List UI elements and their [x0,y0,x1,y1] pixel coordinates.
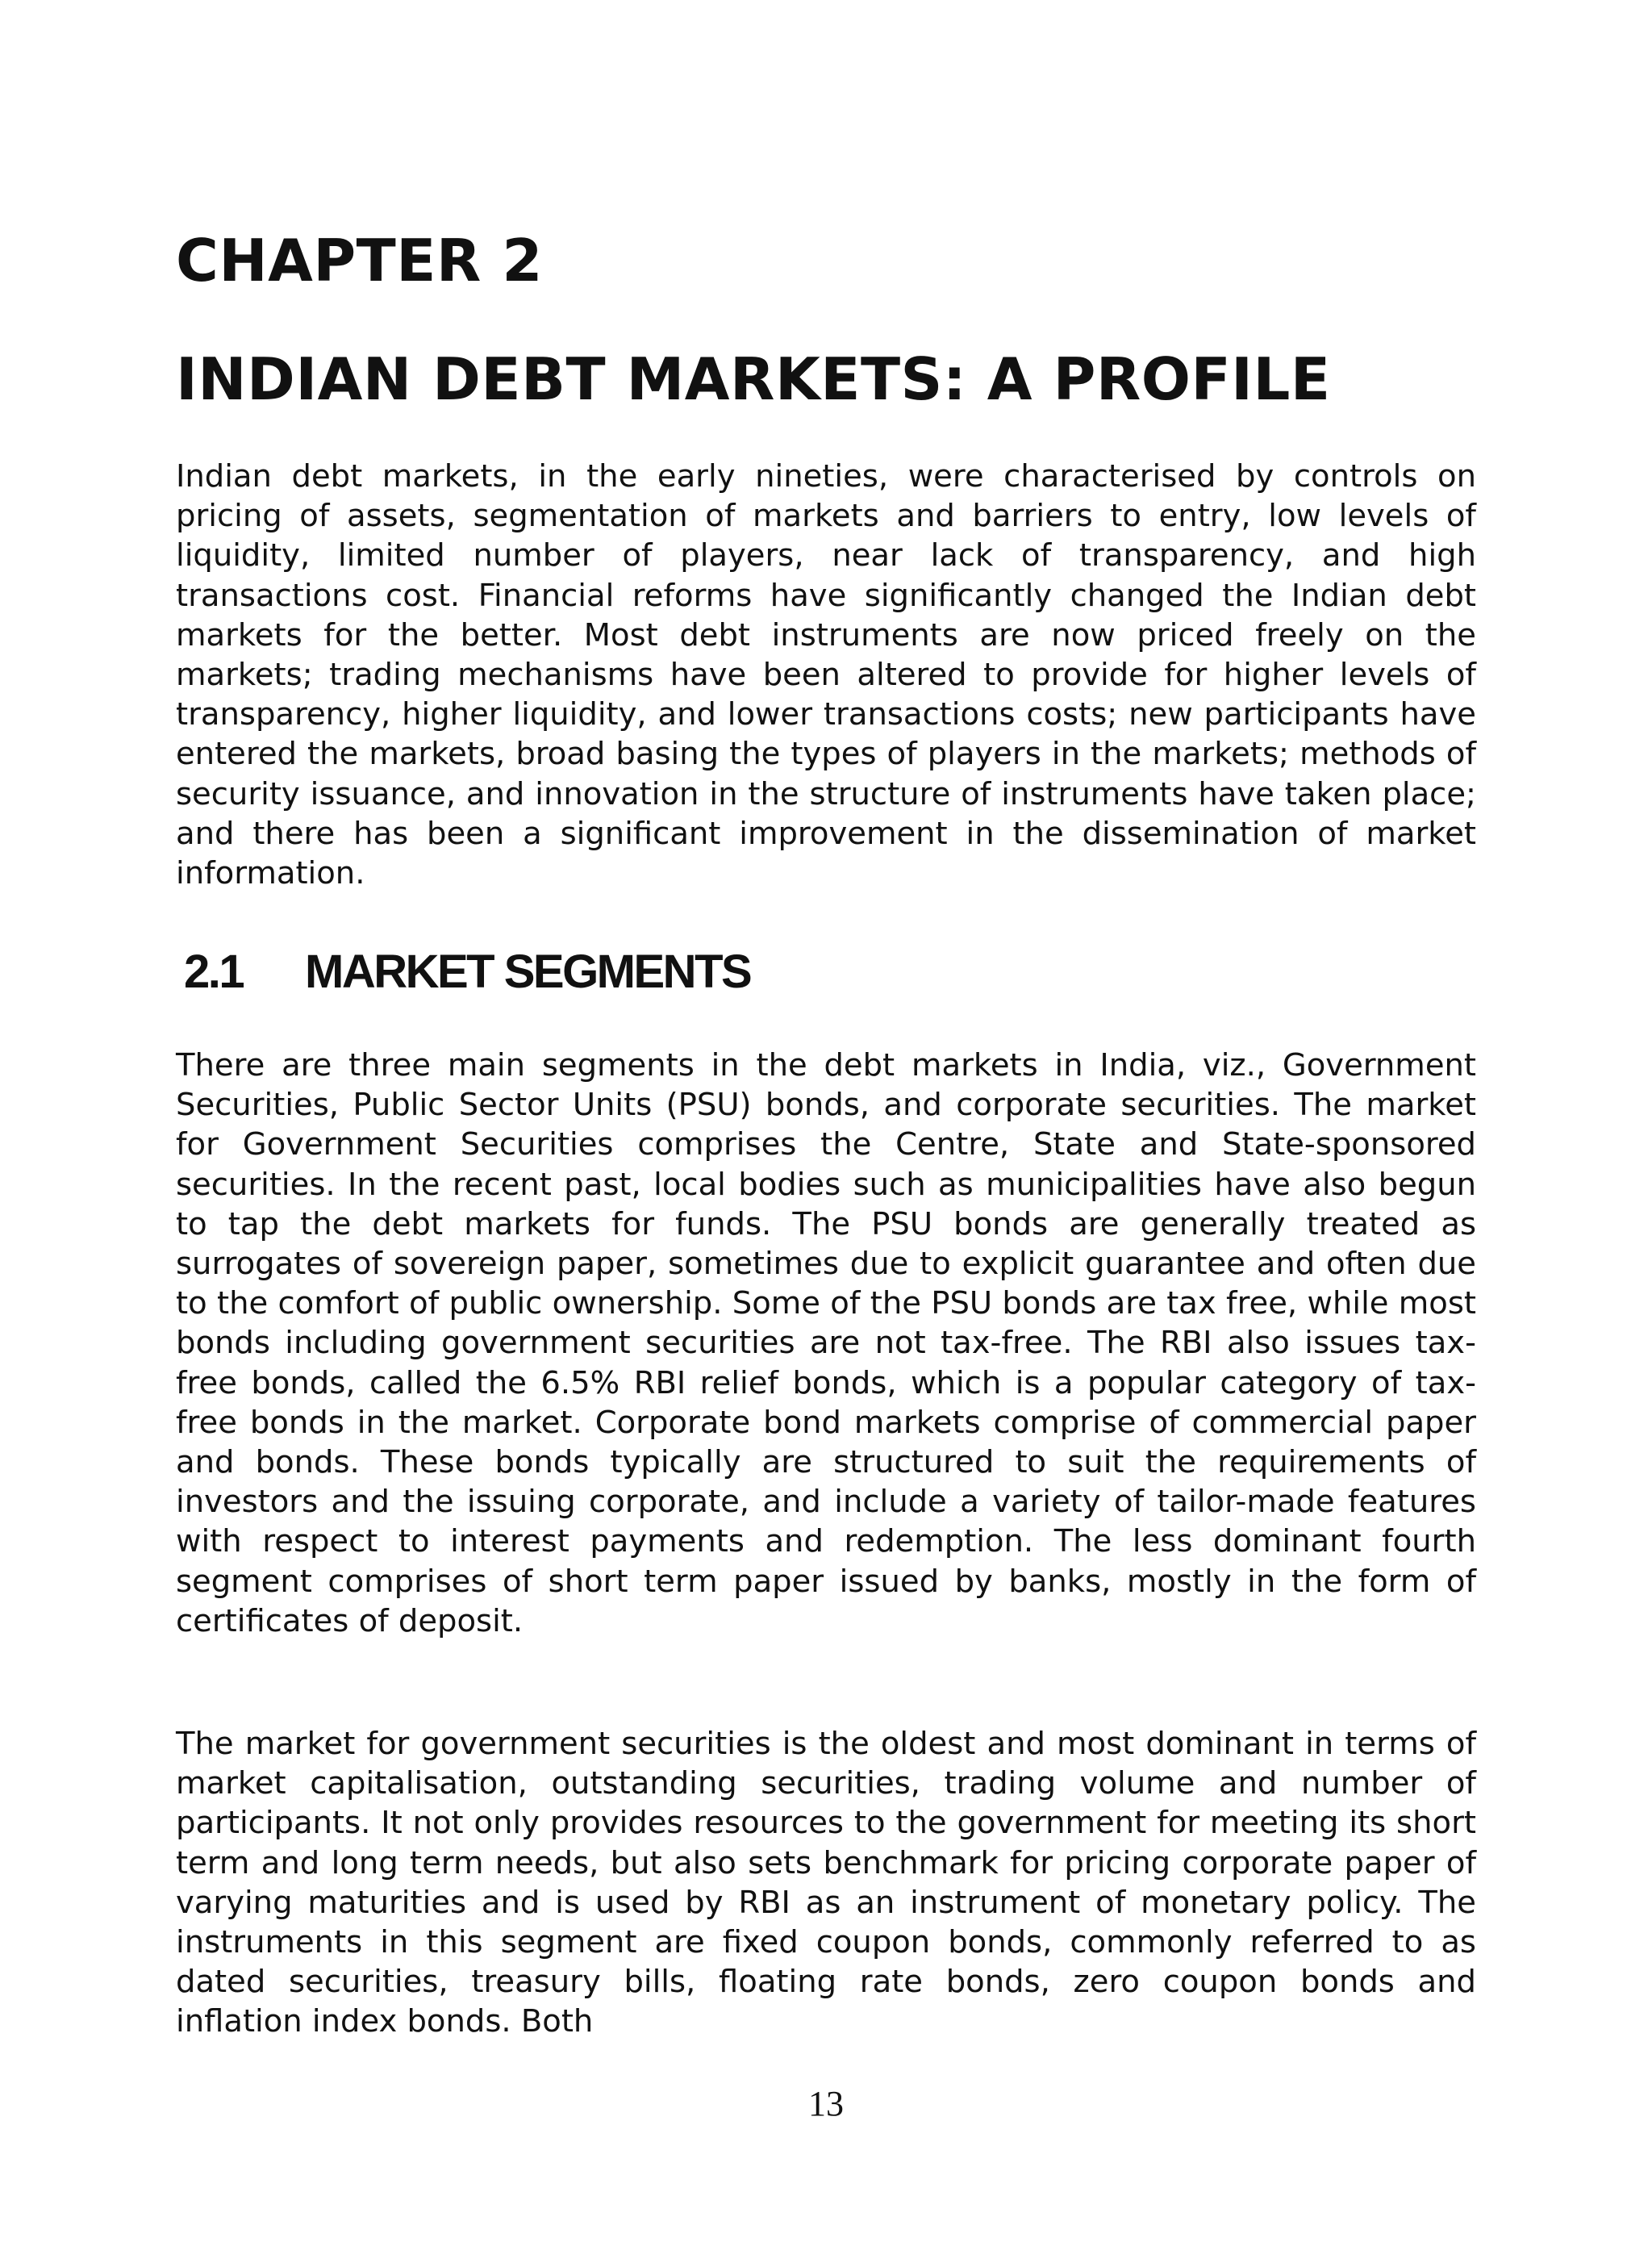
section-number: 2.1 [184,946,244,998]
page-number: 13 [808,2084,844,2123]
section-heading [184,942,750,1002]
section-paragraph-government-securities: The market for government securities is the oldest and most dominant in terms of market capitalisation, outstanding securities, trading volume and number of participants. It not only provides resources to the government for meeting its short term and long term needs, but also sets benchmark for pricing corporate paper of varying maturities and is used by RBI as an instrument of monetary policy. The instruments in this segment are fixed coupon bonds, commonly referred to as dated securities, treasury bills, floating rate bonds, zero coupon bonds and inflation index bonds. Both [176,1726,1476,2040]
chapter-label: CHAPTER 2 [176,227,543,294]
intro-paragraph: Indian debt markets, in the early nineties, were characterised by controls on pricing of assets, segmentation of markets and barriers to entry, low levels of liquidity, limited number of players, near lack of transparency, and high transactions cost. Financial reforms have significantly changed the Indian debt markets for the better. Most debt instruments are now priced freely on the markets; trading mechanisms have been altered to provide for higher levels of transparency, higher liquidity, and lower transactions costs; new participants have entered the markets, broad basing the types of players in the markets; methods of security issuance, and innovation in the structure of instruments have taken place; and there has been a significant improvement in the dissemination of market information. [176,458,1476,892]
section-title: MARKET SEGMENTS [305,946,751,998]
section-paragraph-segments: There are three main segments in the debt markets in India, viz., Government Securities, Public Sector Units (PSU) bonds, and corporate securities. The market for Government Securities comprises the Centre, State and State-sponsored securities. In the recent past, local bodies such as municipalities have also begun to tap the debt markets for funds. The PSU bonds are generally treated as surrogates of sovereign paper, sometimes due to explicit guarantee and often due to the comfort of public ownership. Some of the PSU bonds are tax free, while most bonds including government securities are not tax-free. The RBI also issues tax-free bonds, called the 6.5% RBI relief bonds, which is a popular category of tax-free bonds in the market. Corporate bond markets comprise of commercial paper and bonds. These bonds typically are structured to suit the requirements of investors and the issuing corporate, and include a variety of tailor-made features with respect to interest payments and redemption. The less dominant fourth segment comprises of short term paper issued by banks, mostly in the form of certificates of deposit. [176,1047,1476,1639]
chapter-title: INDIAN DEBT MARKETS: A PROFILE [176,345,1331,413]
